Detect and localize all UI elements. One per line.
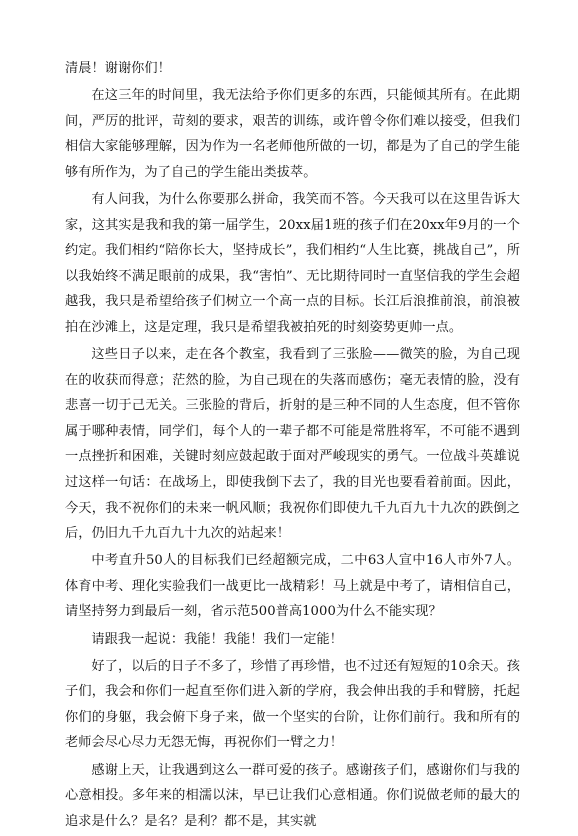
paragraph-2: 有人问我，为什么你要那么拼命，我笑而不答。今天我可以在这里告诉大家，这其实是我和我的第一届学生，20xx届1班的孩子们在20xx年9月的一个约定。我们相约“陪你长大，坚持成长”，我们相约“人生比赛，挑战自己”，所以我始终不满足眼前的成果，我“害怕”、无比期待同时一直坚信我的学生会超越我，我只是希望给孩子们树立一个高一点的目标。长江后浪推前浪，前浪被拍在沙滩上，这是定理，我只是希望我被拍死的时刻姿势更帅一点。 [65,191,520,335]
paragraph-6: 好了，以后的日子不多了，珍惜了再珍惜，也不过还有短短的10余天。孩子们，我会和你们一起直至你们进入新的学府，我会伸出我的手和臂膀，托起你们的身躯，我会俯下身子来，做一个坚实的台阶，让你们前行。我和所有的老师会尽心尽力无怨无悔，再祝你们一臂之力！ [65,658,520,751]
paragraph-1: 在这三年的时间里，我无法给予你们更多的东西，只能倾其所有。在此期间，严厉的批评，苛刻的要求，艰苦的训练，或许曾令你们难以接受，但我们相信大家能够理解，因为作为一名老师他所做的一切，都是为了自己的学生能够有所作为，为了自己的学生能出类拔萃。 [65,88,520,180]
greeting-line: 清晨！谢谢你们！ [65,61,171,76]
paragraph-3: 这些日子以来，走在各个教室，我看到了三张脸——微笑的脸，为自己现在的收获而得意；茫然的脸，为自己现在的失落而感伤；毫无表情的脸，没有悲喜一切于己无关。三张脸的背后，折射的是三种不同的人生态度，但不管你属于哪种表情，同学们，每个人的一辈子都不可能是常胜将军，不可能不遇到一点挫折和困难，关键时刻应鼓起敢于面对严峻现实的勇气。一位战斗英雄说过这样一句话：在战场上，即使我倒下去了，我的目光也要看着前面。因此，今天，我不祝你们的未来一帆风顺；我祝你们即使九千九百九十九次的跌倒之后，仍旧九千九百九十九次的站起来！ [65,347,520,542]
paragraph-5: 请跟我一起说：我能！我能！我们一定能！ [91,631,343,647]
paragraph-4: 中考直升50人的目标我们已经超额完成，二中63人宣中16人市外7人。体育中考、理化实验我们一战更比一战精彩！马上就是中考了，请相信自己，请坚持努力到最后一刻，省示范500普高1000为什么不能实现？ [65,553,520,620]
document-body [65,56,520,836]
paragraph-7: 感谢上天，让我遇到这么一群可爱的孩子。感谢孩子们，感谢你们与我的心意相投。多年来的相濡以沫，早已让我们心意相通。你们说做老师的最大的追求是什么？是名？是利？都不是，其实就 [65,762,520,829]
